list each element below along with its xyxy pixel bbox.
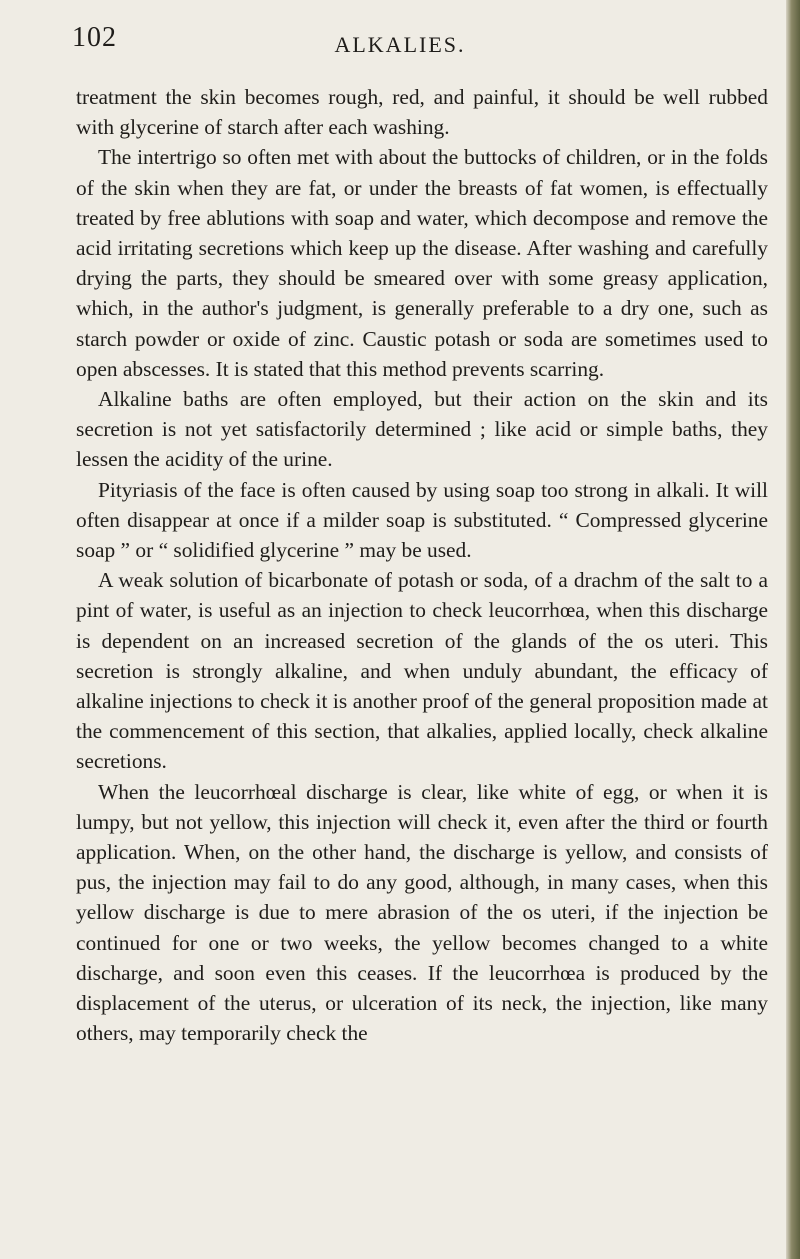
paragraph-alkaline-baths: Alkaline baths are often employed, but their action on the skin and its secretion is not yet satisfactorily determined ; like acid or simple baths, they lessen the acidity of the urine.	[76, 387, 768, 472]
paragraph-intertrigo: The intertrigo so often met with about the buttocks of children, or in the folds of the skin when they are fat, or under the breasts of fat women, is effectually treated by free ablutions with soap and water, which decompose and remove the acid irritating secretions which keep up the disease. After washing and carefully drying the parts, they should be smeared over with some greasy application, which, in the author's judgment, is generally preferable to a dry one, such as starch powder or oxide of zinc. Caustic potash or soda are sometimes used to open abscesses. It is stated that this method prevents scarring.	[76, 145, 768, 381]
page-edge-shadow	[786, 0, 800, 1259]
body-text	[76, 82, 768, 1049]
paragraph-leucorrhoeal-discharge: When the leucorrhœal discharge is clear, like white of egg, or when it is lumpy, but not yellow, this injection will check it, even after the third or fourth application. When, on the other hand, the discharge is yellow, and consists of pus, the injection may fail to do any good, although, in many cases, when this yellow discharge is due to mere abrasion of the os uteri, if the injection be continued for one or two weeks, the yellow becomes changed to a white discharge, and soon even this ceases. If the leucorrhœa is produced by the displacement of the uterus, or ulceration of its neck, the injection, like many others, may temporarily check the	[76, 779, 768, 1046]
paragraph-pityriasis: Pityriasis of the face is often caused by using soap too strong in alkali. It will often disappear at once if a milder soap is substituted. “ Compressed glycerine soap ” or “ solidified glycerine ” may be used.	[76, 477, 768, 563]
paragraph-bicarbonate-solution: A weak solution of bicarbonate of potash or soda, of a drachm of the salt to a pint of water, is useful as an injection to check leucorrhœa, when this discharge is dependent on an increased secretion of the glands of the os uteri. This secretion is strongly alkaline, and when unduly abundant, the efficacy of alkaline injections to check it is another proof of the general proposition made at the commencement of this section, that alkalies, applied locally, check alkaline secretions.	[76, 568, 768, 774]
paragraph-continuation: treatment the skin becomes rough, red, and painful, it should be well rubbed with glycerine of starch after each washing.	[76, 85, 768, 140]
page-number: 102	[72, 22, 117, 53]
running-title: ALKALIES.	[334, 32, 466, 57]
